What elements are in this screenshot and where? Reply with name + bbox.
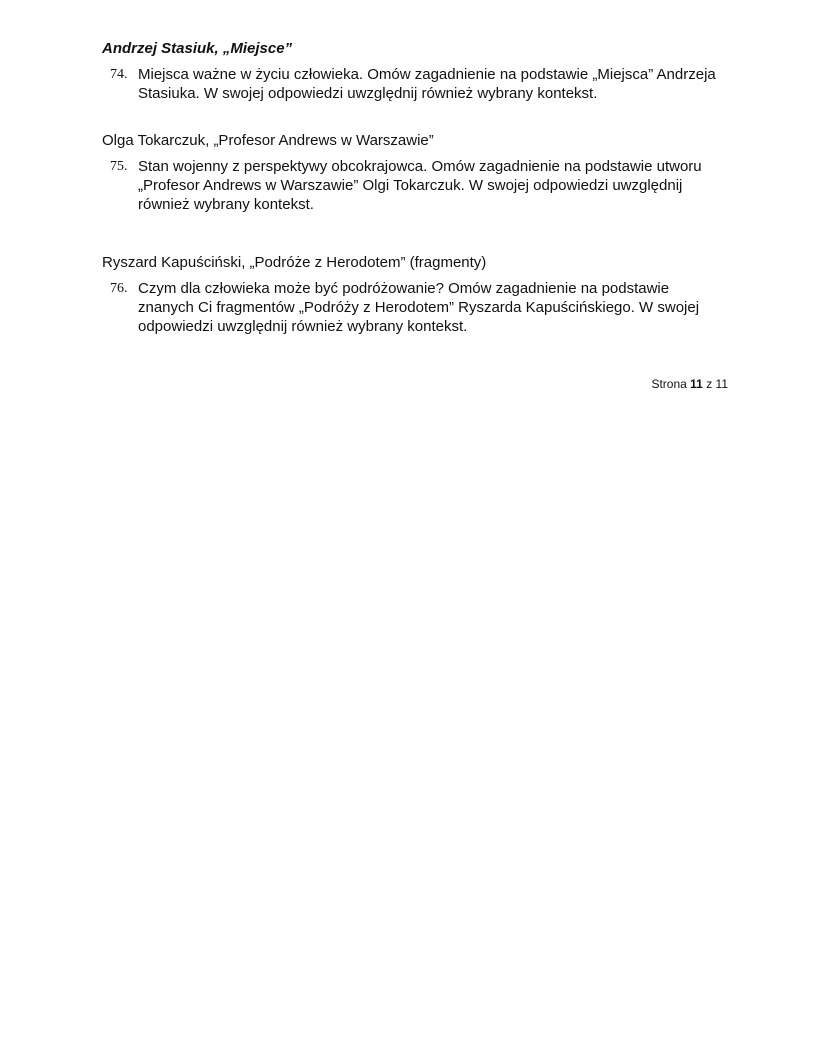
section-heading: Olga Tokarczuk, „Profesor Andrews w Warszawie” (102, 132, 434, 149)
question-item (102, 157, 742, 214)
question-number: 75. (110, 159, 128, 174)
question-text-line: „Profesor Andrews w Warszawie” Olgi Tokarczuk. W swojej odpowiedzi uwzględnij (138, 177, 683, 194)
question-text-line: Stan wojenny z perspektywy obcokrajowca. Omów zagadnienie na podstawie utworu (138, 158, 702, 175)
question-text-line: Miejsca ważne w życiu człowieka. Omów zagadnienie na podstawie „Miejsca” Andrzeja (138, 66, 716, 83)
section-heading: Ryszard Kapuściński, „Podróże z Herodotem” (fragmenty) (102, 254, 487, 271)
section-kapuscinski (102, 253, 742, 336)
question-text-line: Stasiuka. W swojej odpowiedzi uwzględnij również wybrany kontekst. (138, 85, 598, 102)
section-tokarczuk (102, 131, 742, 214)
question-text-line: odpowiedzi uwzględnij również wybrany kontekst. (138, 318, 468, 335)
footer-separator: z (706, 377, 713, 391)
footer-prefix: Strona (651, 377, 687, 391)
question-number: 74. (110, 67, 128, 82)
page-number-footer (651, 377, 728, 392)
section-stasiuk (102, 39, 742, 103)
question-item (102, 279, 742, 336)
current-page-number: 11 (690, 377, 703, 391)
section-heading: Andrzej Stasiuk, „Miejsce” (102, 40, 293, 57)
question-text-line: Czym dla człowieka może być podróżowanie? Omów zagadnienie na podstawie (138, 280, 670, 297)
question-item (102, 65, 742, 103)
question-text-line: również wybrany kontekst. (138, 196, 314, 213)
question-number: 76. (110, 281, 128, 296)
question-text-line: znanych Ci fragmentów „Podróży z Herodotem” Ryszarda Kapuścińskiego. W swojej (138, 299, 700, 316)
total-pages-number: 11 (715, 377, 728, 391)
